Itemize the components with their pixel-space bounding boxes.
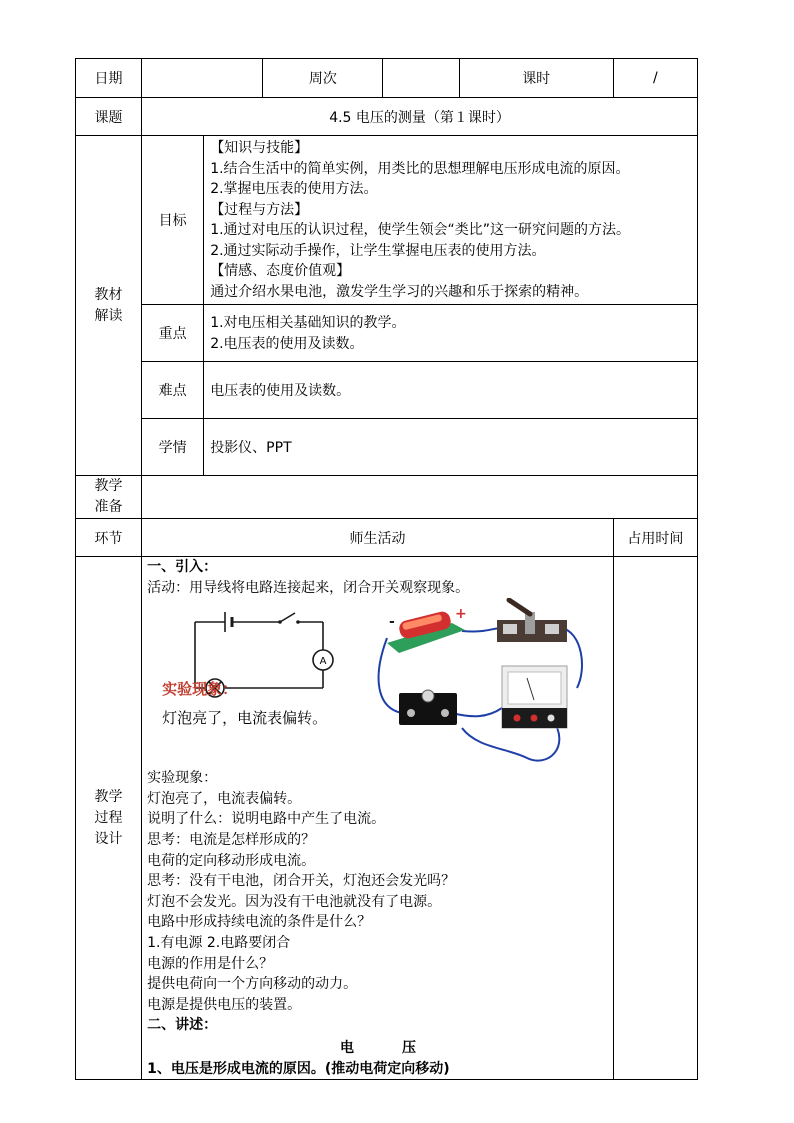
knife-switch bbox=[497, 600, 567, 642]
explain-heading: 二、讲述： bbox=[147, 1017, 218, 1034]
key-points-label: 重点 bbox=[142, 305, 204, 362]
process-line: 思考：没有干电池，闭合开关，灯泡还会发光吗？ bbox=[147, 873, 456, 890]
ammeter-terminal bbox=[514, 715, 521, 722]
switch-pivot bbox=[278, 620, 282, 624]
wire bbox=[462, 628, 502, 631]
topic-value: 4.5 电压的测量（第１课时） bbox=[142, 98, 698, 136]
section-header-row bbox=[76, 519, 698, 557]
preparation-label-text: 教学准备 bbox=[94, 478, 123, 515]
intro-heading: 一、引入： bbox=[147, 559, 218, 575]
voltage-heading-char: 压 bbox=[401, 1039, 416, 1056]
learning-value: 投影仪、PPT bbox=[204, 419, 698, 476]
difficulty-row bbox=[76, 362, 698, 419]
experiment-figure bbox=[147, 604, 609, 764]
preparation-value bbox=[142, 476, 698, 519]
week-value bbox=[383, 59, 459, 98]
goals-line: 2.掌握电压表的使用方法。 bbox=[210, 181, 378, 197]
date-label: 日期 bbox=[76, 59, 142, 98]
week-label: 周次 bbox=[263, 59, 383, 98]
preparation-row bbox=[76, 476, 698, 519]
time-label: 占用时间 bbox=[613, 519, 697, 557]
process-line: 思考：电流是怎样形成的？ bbox=[147, 831, 316, 848]
lamp-terminal bbox=[441, 709, 449, 717]
switch-handle bbox=[509, 600, 530, 614]
process-row bbox=[76, 557, 698, 1080]
ammeter-device bbox=[502, 666, 567, 728]
lamp-terminal bbox=[407, 709, 415, 717]
lamp-holder bbox=[399, 690, 457, 725]
voltage-heading-char: 电 bbox=[339, 1039, 354, 1056]
switch-terminal bbox=[545, 624, 559, 634]
ammeter-terminal bbox=[531, 715, 538, 722]
goals-line: 【情感、态度价值观】 bbox=[210, 263, 351, 279]
learning-label: 学情 bbox=[142, 419, 204, 476]
wire bbox=[452, 708, 502, 716]
switch-contact bbox=[296, 620, 300, 624]
difficulty-label: 难点 bbox=[142, 362, 204, 419]
process-line: 说明了什么：说明电路中产生了电流。 bbox=[147, 811, 386, 828]
textbook-label bbox=[76, 136, 142, 476]
point-1: 1、电压是形成电流的原因。(推动电荷定向移动) bbox=[147, 1060, 450, 1077]
lesson-plan-table bbox=[75, 58, 698, 1080]
observation-text: 灯泡亮了，电流表偏转。 bbox=[162, 709, 328, 728]
key-point-line: 2.电压表的使用及读数。 bbox=[210, 335, 364, 352]
preparation-label bbox=[76, 476, 142, 519]
stage-label: 环节 bbox=[76, 519, 142, 557]
experiment-illustration bbox=[377, 598, 607, 768]
process-line: 电源的作用是什么？ bbox=[147, 955, 274, 972]
lamp-bulb bbox=[422, 690, 434, 702]
minus-sign: - bbox=[389, 614, 395, 631]
goals-line: 【过程与方法】 bbox=[210, 201, 309, 218]
goals-line: 通过介绍水果电池，激发学生学习的兴趣和乐于探索的精神。 bbox=[210, 283, 589, 300]
goals-row bbox=[76, 136, 698, 305]
process-line: 灯泡不会发光。因为没有干电池就没有了电源。 bbox=[147, 893, 442, 910]
plus-sign: + bbox=[455, 606, 467, 623]
process-line: 电荷的定向移动形成电流。 bbox=[147, 852, 316, 869]
date-value bbox=[142, 59, 263, 98]
key-points-row bbox=[76, 305, 698, 362]
period-value: / bbox=[613, 59, 697, 98]
goals-line: 1.结合生活中的简单实例，用类比的思想理解电压形成电流的原因。 bbox=[210, 160, 630, 177]
goals-line: 2.通过实际动手操作，让学生掌握电压表的使用方法。 bbox=[210, 242, 546, 259]
process-line: 电源是提供电压的装置。 bbox=[147, 996, 302, 1013]
switch-terminal bbox=[503, 624, 517, 634]
process-time bbox=[613, 557, 697, 1080]
activity-line: 活动：用导线将电路连接起来，闭合开关观察现象。 bbox=[147, 579, 470, 596]
goals-line: 【知识与技能】 bbox=[210, 140, 309, 156]
observation-title: 实验现象： bbox=[162, 680, 238, 699]
process-line: 实验现象： bbox=[147, 770, 218, 787]
process-content bbox=[142, 557, 614, 1080]
header-row bbox=[76, 59, 698, 98]
ammeter-dial bbox=[508, 672, 561, 704]
goals-label: 目标 bbox=[142, 136, 204, 305]
process-line: 电路中形成持续电流的条件是什么？ bbox=[147, 914, 372, 931]
switch-blade bbox=[280, 613, 295, 622]
process-line: 灯泡亮了，电流表偏转。 bbox=[147, 790, 302, 807]
battery-holder bbox=[387, 606, 467, 653]
key-points-content bbox=[204, 305, 698, 362]
process-line: 提供电荷向一个方向移动的动力。 bbox=[147, 976, 358, 993]
process-label-text: 教学过程设计 bbox=[94, 788, 123, 847]
period-label: 课时 bbox=[459, 59, 613, 98]
activity-label: 师生活动 bbox=[142, 519, 614, 557]
voltage-heading bbox=[147, 1038, 609, 1059]
textbook-label-text: 教材解读 bbox=[94, 286, 123, 324]
process-label bbox=[76, 557, 142, 1080]
process-line: 1.有电源 2.电路要闭合 bbox=[147, 934, 291, 951]
learning-row bbox=[76, 419, 698, 476]
ammeter-terminal bbox=[548, 715, 555, 722]
ammeter-letter: A bbox=[319, 656, 327, 668]
goals-content bbox=[204, 136, 698, 305]
difficulty-value: 电压表的使用及读数。 bbox=[204, 362, 698, 419]
goals-line: 1.通过对电压的认识过程，使学生领会“类比”这一研究问题的方法。 bbox=[210, 222, 631, 238]
topic-label: 课题 bbox=[76, 98, 142, 136]
topic-row bbox=[76, 98, 698, 136]
key-point-line: 1.对电压相关基础知识的教学。 bbox=[210, 315, 406, 331]
